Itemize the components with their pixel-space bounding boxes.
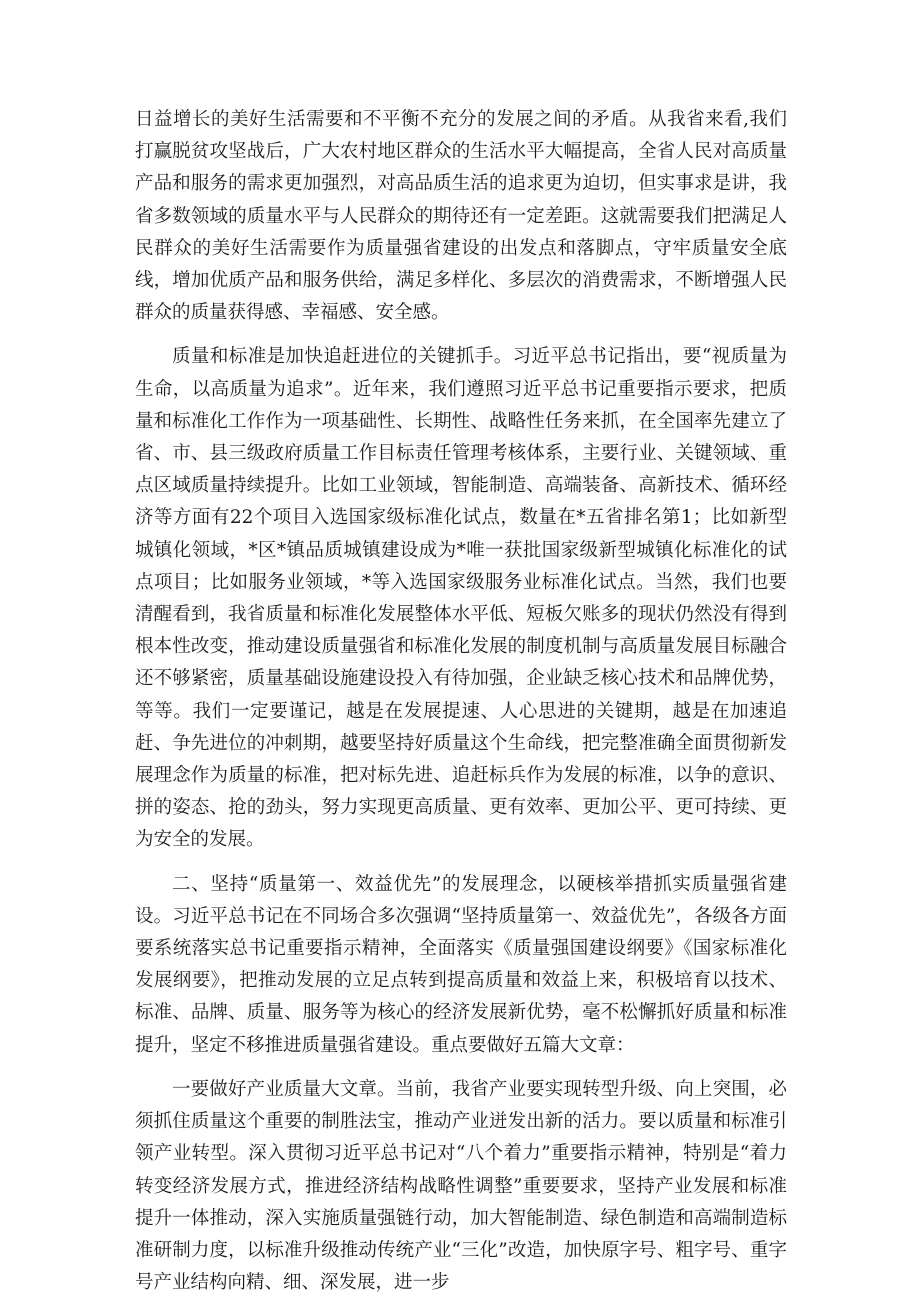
document-body [135,104,787,1299]
paragraph-3: 二、坚持“质量第一、效益优先”的发展理念，以硬核举措抓实质量强省建设。习近平总书记在不同场合多次强调“坚持质量第一、效益优先”，各级各方面要系统落实总书记重要指示精神，全面落实《质量强国建设纲要》《国家标准化发展纲要》，把推动发展的立足点转到提高质量和效益上来，积极培育以技术、标准、品牌、质量、服务等为核心的经济发展新优势，毫不松懈抓好质量和标准提升，坚定不移推进质量强省建设。重点要做好五篇大文章： [135,873,787,1056]
paragraph-2: 质量和标准是加快追赶进位的关键抓手。习近平总书记指出，要“视质量为生命，以高质量为追求”。近年来，我们遵照习近平总书记重要指示要求，把质量和标准化工作作为一项基础性、长期性、战略性任务来抓，在全国率先建立了省、市、县三级政府质量工作目标责任管理考核体系，主要行业、关键领域、重点区域质量持续提升。比如工业领域，智能制造、高端装备、高新技术、循环经济等方面有22个项目入选国家级标准化试点，数量在*五省排名第1；比如新型城镇化领域，*区*镇品质城镇建设成为*唯一获批国家级新型城镇化标准化的试点项目；比如服务业领域，*等入选国家级服务业标准化试点。当然，我们也要清醒看到，我省质量和标准化发展整体水平低、短板欠账多的现状仍然没有得到根本性改变，推动建设质量强省和标准化发展的制度机制与高质量发展目标融合还不够紧密，质量基础设施建设投入有待加强，企业缺乏核心技术和品牌优势，等等。我们一定要谨记，越是在发展提速、人心思进的关键期，越是在加速追赶、争先进位的冲刺期，越要坚持好质量这个生命线，把完整准确全面贯彻新发展理念作为质量的标准，把对标先进、追赶标兵作为发展的标准，以争的意识、拼的姿态、抢的劲头，努力实现更高质量、更有效率、更加公平、更可持续、更为安全的发展。 [135,346,787,851]
paragraph-1: 日益增长的美好生活需要和不平衡不充分的发展之间的矛盾。从我省来看,我们打赢脱贫攻坚战后，广大农村地区群众的生活水平大幅提高，全省人民对高质量产品和服务的需求更加强烈，对高品质生活的追求更为迫切，但实事求是讲，我省多数领域的质量水平与人民群众的期待还有一定差距。这就需要我们把满足人民群众的美好生活需要作为质量强省建设的出发点和落脚点，守牢质量安全底线，增加优质产品和服务供给，满足多样化、多层次的消费需求，不断增强人民群众的质量获得感、幸福感、安全感。 [135,109,787,324]
paragraph-4: 一要做好产业质量大文章。当前，我省产业要实现转型升级、向上突围，必须抓住质量这个重要的制胜法宝，推动产业迸发出新的活力。要以质量和标准引领产业转型。深入贯彻习近平总书记对“八个着力”重要指示精神，特别是“着力转变经济发展方式，推进经济结构战略性调整”重要要求，坚持产业发展和标准提升一体推动，深入实施质量强链行动，加大智能制造、绿色制造和高端制造标准研制力度，以标准升级推动传统产业“三化”改造，加快原字号、粗字号、重字号产业结构向精、细、深发展，进一步 [135,1078,787,1294]
